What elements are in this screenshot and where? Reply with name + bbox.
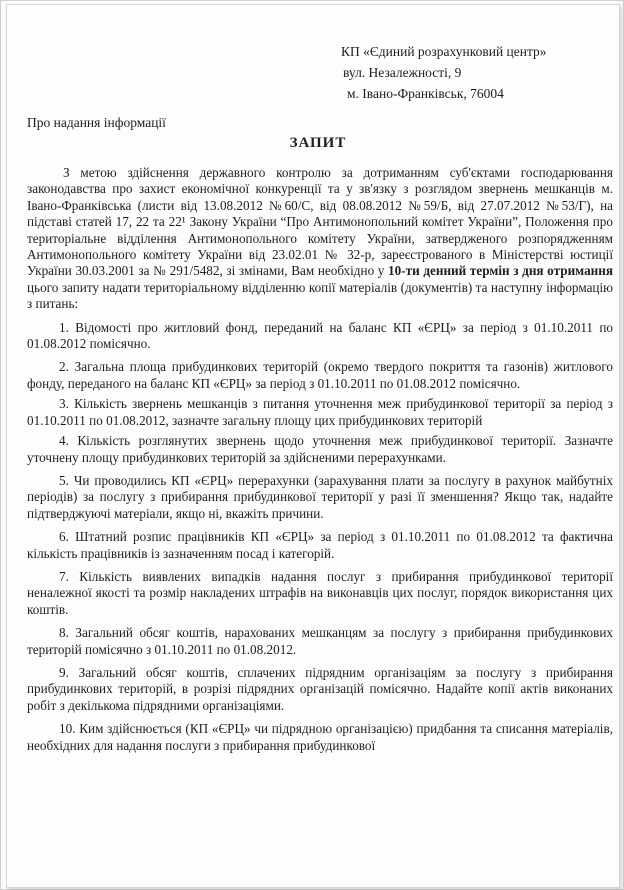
letter-body	[27, 165, 613, 754]
intro-paragraph	[27, 165, 613, 313]
intro-text-1: З метою здійснення державного контролю за дотриманням суб'єктами господарювання законодавства про захист економічної конкуренції та у зв'язку з розглядом звернень мешканців м. Івано-Франківська (листи від 13.08.2012 №60/С, від 08.08.2012 №59/Б, від 27.07.2012 №53/Г), на підставі статей 17, 22 та 22¹ Закону України “Про Антимонопольний комітет України”, Положення про територіальне відділення Антимонопольного комітету України, затвердженого розпорядженням Антимонопольного комітету України від 23.02.01 № 32-р, зареєстрованого в Міністерстві юстиції України 30.03.2001 за № 291/5482, зі змінами, Вам необхідно у	[27, 165, 613, 279]
letter-subject: Про надання інформації	[27, 115, 166, 130]
request-item-9: 9. Загальний обсяг коштів, сплачених підрядним організаціям за послугу з прибирання прибудинкових територій, в розрізі підрядних організацій помісячно. Надайте копії актів виконаних робіт з декількома підрядними організаціями.	[27, 664, 613, 713]
request-item-2: 2. Загальна площа прибудинкових територій (окремо твердого покриття та газонів) житлового фонду, переданого на баланс КП «ЄРЦ» за період з 01.10.2011 по 01.08.2012 помісячно.	[27, 359, 613, 391]
recipient-address	[341, 41, 547, 104]
recipient-street: вул. Незалежності, 9	[343, 65, 462, 80]
request-item-3: 3. Кількість звернень мешканців з питання уточнення меж прибудинкової території за період з 01.10.2011 по 01.08.2012, зазначте загальну площу цих прибудинкових територій	[27, 396, 613, 428]
letter-sheet	[6, 4, 620, 888]
letter-title: ЗАПИТ	[289, 135, 347, 151]
request-item-6: 6. Штатний розпис працівників КП «ЄРЦ» за період з 01.10.2011 по 01.08.2012 та фактична кількість працівників із зазначенням посад і категорій.	[27, 529, 613, 561]
request-item-7: 7. Кількість виявлених випадків надання послуг з прибирання прибудинкової території неналежної якості та розмір накладених штрафів на виконавців цих послуг, порядок використання цих коштів.	[27, 568, 613, 617]
request-item-1: 1. Відомості про житловий фонд, переданий на баланс КП «ЄРЦ» за період з 01.10.2011 по 01.08.2012 помісячно.	[27, 319, 613, 352]
recipient-city: м. Івано-Франківськ, 76004	[347, 86, 504, 101]
request-item-5: 5. Чи проводились КП «ЄРЦ» перерахунки (зарахування плати за послугу в рахунок майбутніх періодів) за послугу з прибирання прибудинкової території у разі її зменшення? Якщо так, надайте підтверджуючі матеріали, якщо ні, вкажіть причини.	[27, 472, 613, 521]
request-item-10: 10. Ким здійснюється (КП «ЄРЦ» чи підрядною організацією) придбання та списання матеріалів, необхідних для надання послуги з прибирання прибудинкової	[27, 721, 613, 753]
intro-text-2: цього запиту надати територіальному відділенню копії матеріалів (документів) та наступну інформацію з питань:	[27, 279, 613, 312]
request-item-8: 8. Загальний обсяг коштів, нарахованих мешканцям за послугу з прибирання прибудинкових територій помісячно з 01.10.2011 по 01.08.2012.	[27, 625, 613, 657]
request-item-4: 4. Кількість розглянутих звернень щодо уточнення меж прибудинкової території. Зазначте уточнену площу прибудинкових територій за здійсненими перерахунками.	[27, 433, 613, 465]
intro-deadline: 10-ти денний термін з дня отримання	[388, 263, 613, 279]
recipient-org: КП «Єдиний розрахунковий центр»	[341, 44, 547, 59]
